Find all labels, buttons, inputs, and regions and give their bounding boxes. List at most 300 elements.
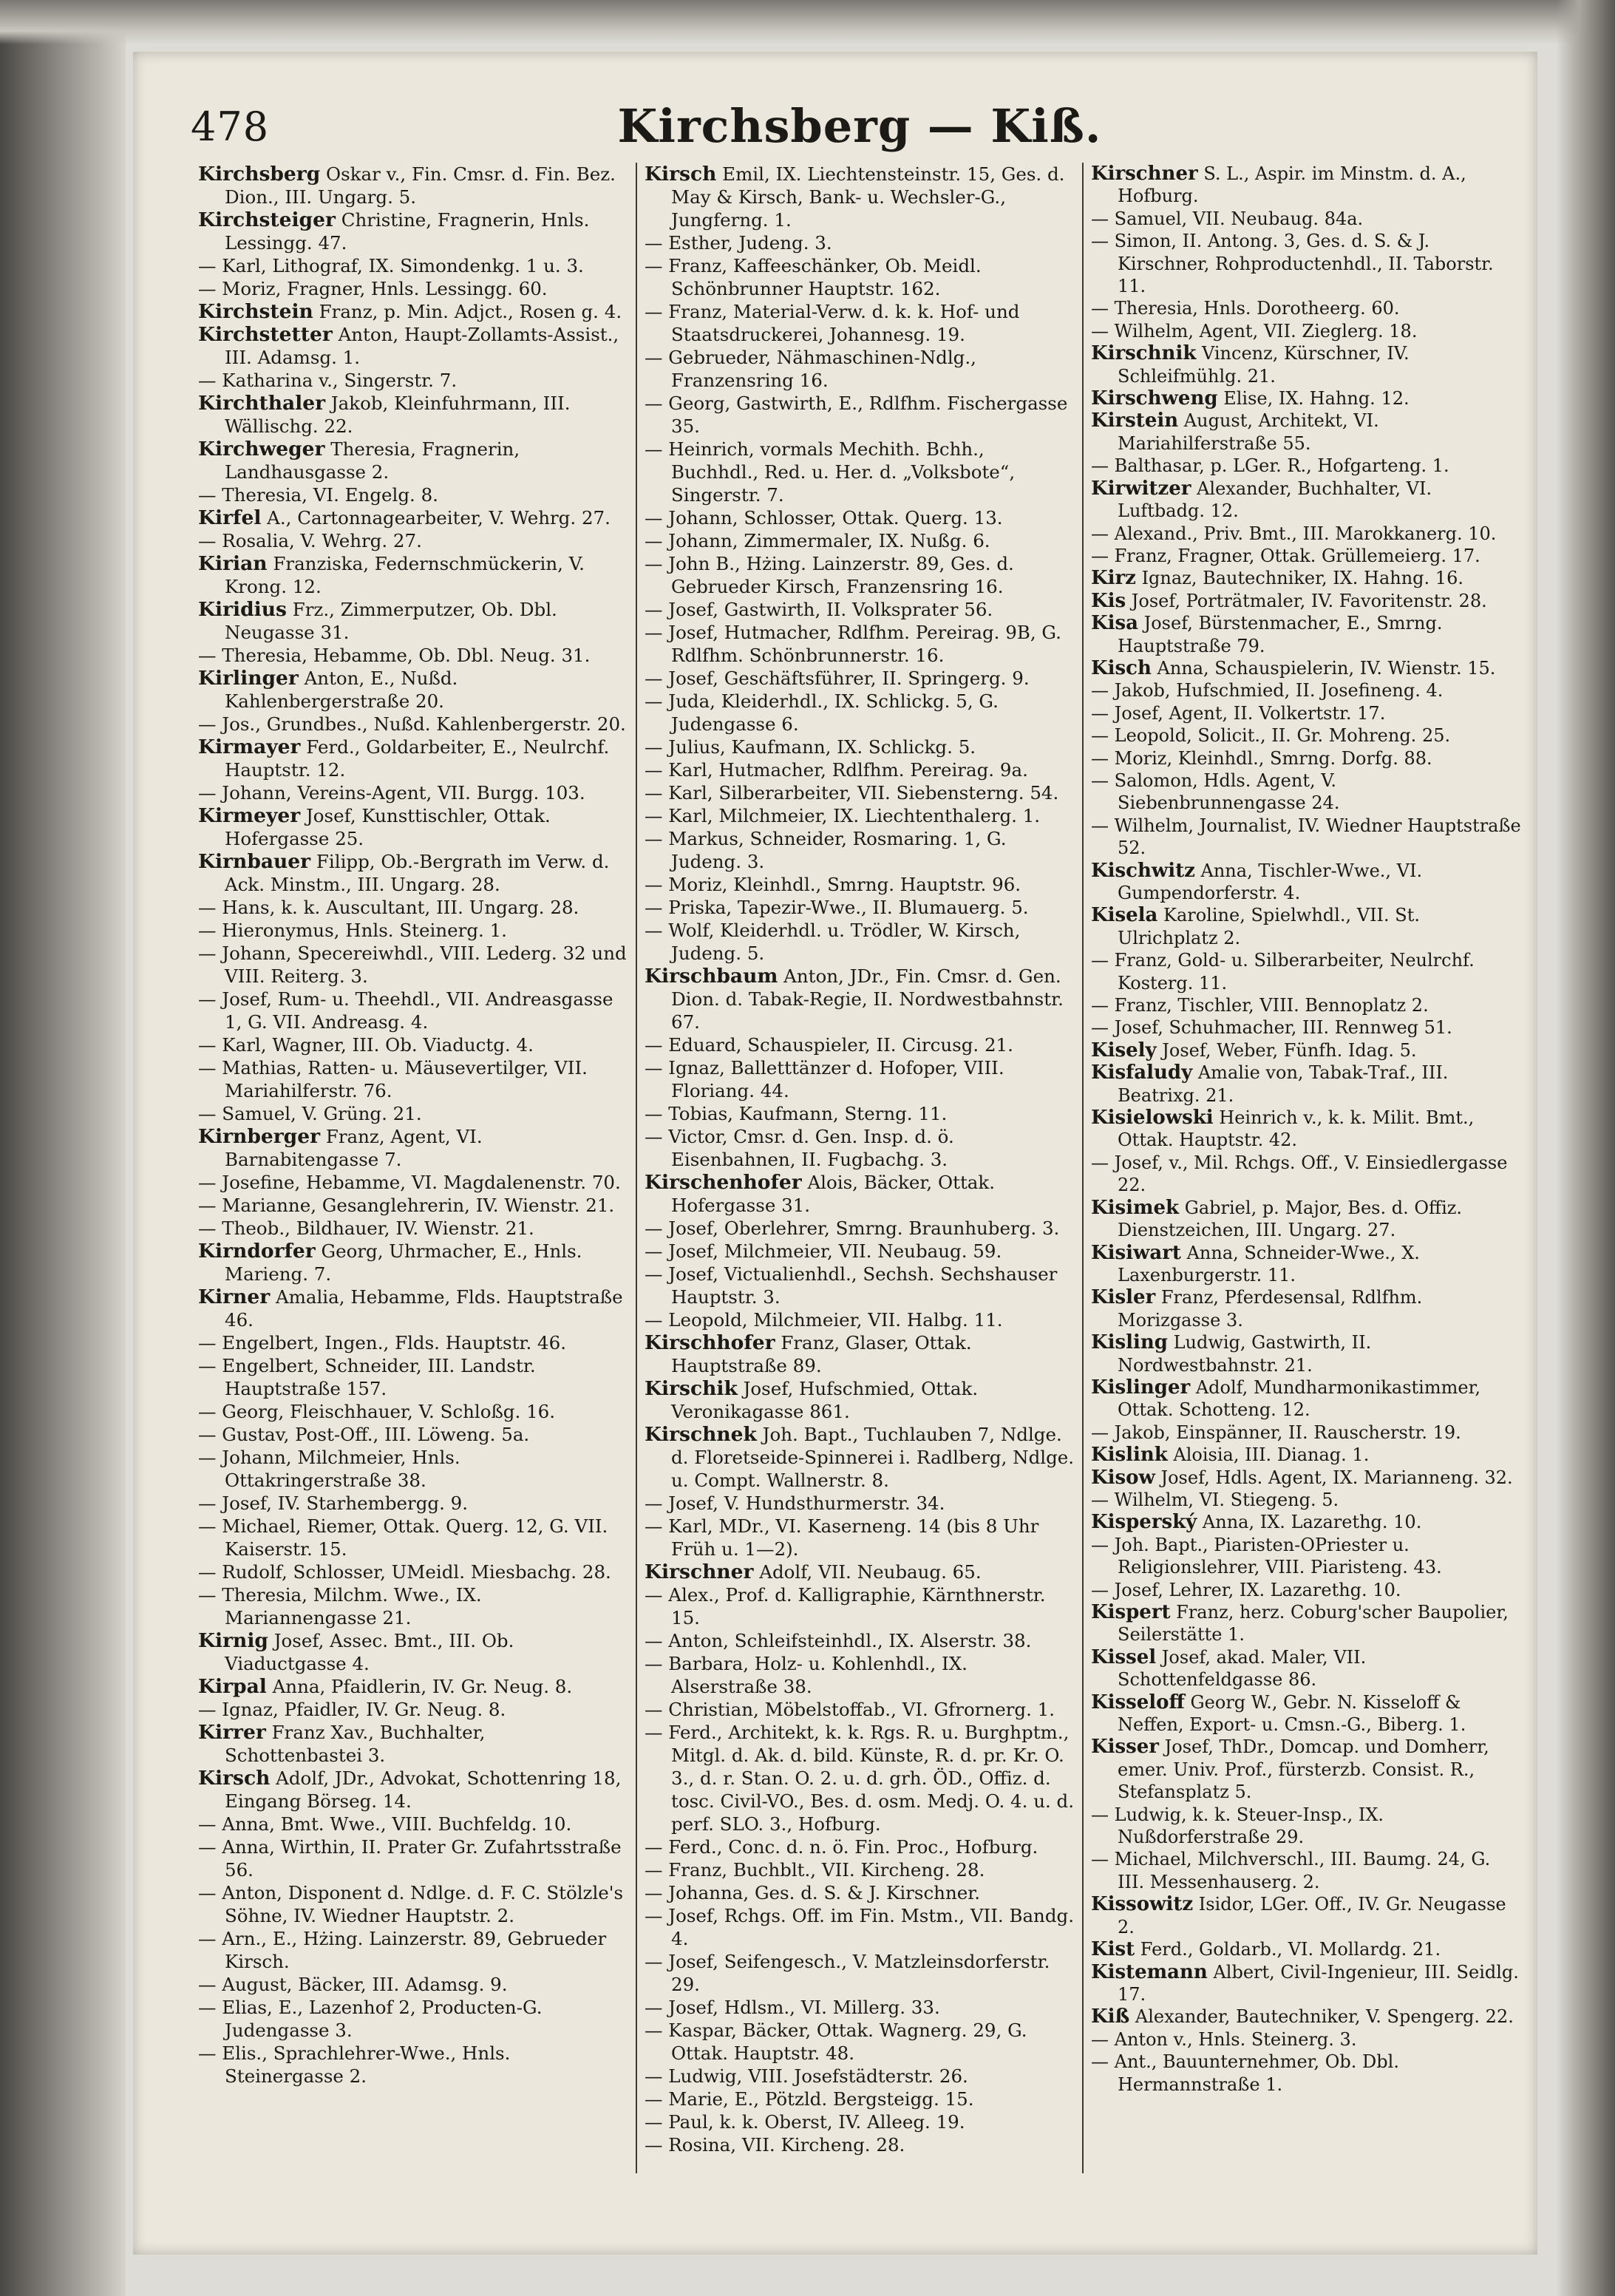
entry-details: — Wilhelm, VI. Stiegeng. 5. bbox=[1091, 1489, 1339, 1510]
entry-details: — Johann, Zimmermaler, IX. Nußg. 6. bbox=[645, 530, 990, 551]
entry-details: — Ignaz, Pfaidler, IV. Gr. Neug. 8. bbox=[198, 1699, 506, 1720]
directory-entry bbox=[645, 1240, 1075, 1263]
entry-details: Aloisia, III. Dianag. 1. bbox=[1167, 1444, 1370, 1466]
entry-details: — Karl, Wagner, III. Ob. Viaductg. 4. bbox=[198, 1034, 534, 1056]
entry-details: — Ant., Bauunternehmer, Ob. Dbl. Hermannstraße 1. bbox=[1091, 2051, 1399, 2095]
directory-entry bbox=[1091, 2028, 1521, 2051]
directory-entry bbox=[198, 1194, 628, 1217]
directory-entry bbox=[645, 2110, 1075, 2133]
column-3 bbox=[1084, 163, 1529, 2173]
entry-details: Karoline, Spielwhdl., VII. St. Ulrichplatz 2. bbox=[1118, 905, 1420, 948]
directory-entry bbox=[198, 942, 628, 988]
entry-details: S. L., Aspir. im Minstm. d. A., Hofburg. bbox=[1118, 163, 1466, 207]
entry-details: — Priska, Tapezir-Wwe., II. Blumauerg. 5. bbox=[645, 897, 1029, 918]
entry-details: Adolf, JDr., Advokat, Schottenring 18, Eingang Börseg. 14. bbox=[225, 1767, 622, 1812]
directory-entry bbox=[198, 1423, 628, 1446]
entry-surname: Kirndorfer bbox=[198, 1240, 316, 1263]
binding-shadow-right bbox=[1556, 0, 1615, 2296]
entry-details: — Alex., Prof. d. Kalligraphie, Kärnthnerstr. 15. bbox=[645, 1584, 1046, 1628]
directory-entry bbox=[198, 208, 628, 254]
directory-entry bbox=[198, 2042, 628, 2088]
directory-entry bbox=[1091, 1467, 1521, 1489]
entry-details: — Heinrich, vormals Mechith. Bchh., Buchhdl., Red. u. Her. d. „Volksbote“, Singerstr. 7. bbox=[645, 438, 1016, 506]
directory-entry bbox=[645, 1858, 1075, 1881]
entry-details: — Esther, Judeng. 3. bbox=[645, 232, 832, 254]
entry-surname: Kirfel bbox=[198, 506, 262, 529]
entry-details: — Barbara, Holz- u. Kohlenhdl., IX. Alserstraße 38. bbox=[645, 1653, 968, 1697]
directory-entry bbox=[198, 1881, 628, 1927]
entry-details: — Elias, E., Lazenhof 2, Producten-G. Judengasse 3. bbox=[198, 1997, 543, 2041]
entry-details: Gabriel, p. Major, Bes. d. Offiz. Dienstzeichen, III. Ungarg. 27. bbox=[1118, 1197, 1463, 1241]
directory-entry bbox=[645, 529, 1075, 552]
entry-surname: Kissowitz bbox=[1091, 1893, 1194, 1916]
directory-entry bbox=[198, 392, 628, 438]
entry-surname: Kisseloff bbox=[1091, 1691, 1185, 1713]
directory-entry bbox=[1091, 2051, 1521, 2096]
directory-entry bbox=[645, 1056, 1075, 1102]
directory-entry bbox=[645, 896, 1075, 919]
directory-entry bbox=[198, 1331, 628, 1354]
entry-details: — Karl, Lithograf, IX. Simondenkg. 1 u. 3. bbox=[198, 255, 584, 276]
directory-entry bbox=[1091, 904, 1521, 949]
entry-details: — Anton, Disponent d. Ndlge. d. F. C. Stölzle's Söhne, IV. Wiedner Hauptstr. 2. bbox=[198, 1882, 624, 1926]
directory-entry bbox=[1091, 1376, 1521, 1422]
directory-entry bbox=[645, 506, 1075, 529]
directory-entry bbox=[198, 850, 628, 896]
directory-entry bbox=[198, 1102, 628, 1125]
entry-details: Heinrich v., k. k. Milit. Bmt., Ottak. Hauptstr. 42. bbox=[1118, 1107, 1475, 1151]
directory-entry bbox=[198, 529, 628, 552]
entry-details: Anna, Pfaidlerin, IV. Gr. Neug. 8. bbox=[266, 1676, 573, 1697]
directory-entry bbox=[645, 346, 1075, 392]
entry-surname: Kirsch bbox=[198, 1767, 271, 1790]
entry-details: — Karl, Hutmacher, Rdlfhm. Pereirag. 9a. bbox=[645, 759, 1028, 781]
directory-columns bbox=[191, 163, 1529, 2173]
entry-details: — Johanna, Ges. d. S. & J. Kirschner. bbox=[645, 1882, 981, 1903]
entry-surname: Kirchsteiger bbox=[198, 208, 336, 231]
entry-surname: Kirnberger bbox=[198, 1125, 321, 1148]
entry-details: — Leopold, Milchmeier, VII. Halbg. 11. bbox=[645, 1309, 1003, 1331]
directory-entry bbox=[198, 1996, 628, 2042]
directory-entry bbox=[198, 1973, 628, 1996]
entry-details: Josef, Assec. Bmt., III. Ob. Viaductgasse 4. bbox=[225, 1630, 514, 1674]
entry-details: Theresia, Fragnerin, Landhausgasse 2. bbox=[225, 438, 520, 483]
entry-details: Josef, Hufschmied, Ottak. Veronikagasse 861. bbox=[671, 1378, 979, 1422]
entry-surname: Kisfaludy bbox=[1091, 1062, 1193, 1084]
directory-entry bbox=[198, 644, 628, 667]
directory-entry bbox=[198, 1125, 628, 1171]
directory-entry bbox=[198, 781, 628, 804]
directory-entry bbox=[645, 598, 1075, 621]
entry-details: — Wilhelm, Agent, VII. Zieglerg. 18. bbox=[1091, 320, 1418, 342]
directory-entry bbox=[1091, 1736, 1521, 1803]
entry-details: — Michael, Milchverschl., III. Baumg. 24, G. III. Messenhauserg. 2. bbox=[1091, 1849, 1491, 1892]
directory-entry bbox=[645, 2133, 1075, 2156]
entry-details: Amalie von, Tabak-Traf., III. Beatrixg. 21. bbox=[1118, 1062, 1449, 1106]
directory-entry bbox=[1091, 679, 1521, 702]
entry-details: — Simon, II. Antong. 3, Ges. d. S. & J. Kirschner, Rohproductenhdl., II. Taborstr. 11. bbox=[1091, 231, 1494, 297]
directory-entry bbox=[198, 1927, 628, 1973]
entry-details: — Marianne, Gesanglehrerin, IV. Wienstr. 21. bbox=[198, 1195, 615, 1216]
directory-entry bbox=[1091, 994, 1521, 1016]
entry-details: Franz Xav., Buchhalter, Schottenbastei 3. bbox=[225, 1722, 486, 1766]
directory-entry bbox=[645, 1515, 1075, 1560]
entry-surname: Kirschbaum bbox=[645, 965, 778, 988]
entry-details: — Franz, Fragner, Ottak. Grüllemeierg. 17. bbox=[1091, 545, 1480, 566]
directory-entry bbox=[1091, 320, 1521, 342]
entry-details: — Paul, k. k. Oberst, IV. Alleeg. 19. bbox=[645, 2111, 965, 2133]
directory-entry bbox=[645, 1560, 1075, 1583]
directory-entry bbox=[645, 1377, 1075, 1423]
entry-details: — Josef, Victualienhdl., Sechsh. Sechshauser Hauptstr. 3. bbox=[645, 1263, 1058, 1308]
entry-details: — Engelbert, Schneider, III. Landstr. Hauptstraße 157. bbox=[198, 1355, 536, 1399]
entry-surname: Kissel bbox=[1091, 1645, 1157, 1668]
directory-entry bbox=[645, 254, 1075, 300]
entry-details: — Kaspar, Bäcker, Ottak. Wagnerg. 29, G. Ottak. Hauptstr. 48. bbox=[645, 2020, 1027, 2064]
entry-surname: Kirwitzer bbox=[1091, 477, 1191, 500]
entry-details: — Johann, Specereiwhdl., VIII. Lederg. 32 und VIII. Reiterg. 3. bbox=[198, 942, 627, 987]
directory-entry bbox=[1091, 657, 1521, 679]
directory-entry bbox=[645, 1308, 1075, 1331]
entry-surname: Kisser bbox=[1091, 1736, 1159, 1759]
entry-surname: Kirschner bbox=[645, 1560, 754, 1583]
entry-surname: Kisiwart bbox=[1091, 1241, 1181, 1264]
directory-entry bbox=[1091, 770, 1521, 815]
entry-details: — Johann, Vereins-Agent, VII. Burgg. 103. bbox=[198, 782, 585, 804]
directory-entry bbox=[645, 163, 1075, 231]
directory-entry bbox=[1091, 230, 1521, 297]
entry-details: — Juda, Kleiderhdl., IX. Schlickg. 5, G. Judengasse 6. bbox=[645, 690, 999, 735]
entry-details: — Julius, Kaufmann, IX. Schlickg. 5. bbox=[645, 736, 976, 758]
directory-entry bbox=[1091, 702, 1521, 724]
entry-details: Adolf, VII. Neubaug. 65. bbox=[753, 1561, 982, 1583]
directory-entry bbox=[645, 1721, 1075, 1835]
directory-entry bbox=[1091, 342, 1521, 387]
directory-entry bbox=[1091, 297, 1521, 319]
entry-details: Elise, IX. Hahng. 12. bbox=[1217, 388, 1410, 410]
entry-details: Alexander, Bautechniker, V. Spengerg. 22. bbox=[1129, 2006, 1514, 2028]
directory-entry bbox=[1091, 747, 1521, 770]
entry-details: — Theresia, Hebamme, Ob. Dbl. Neug. 31. bbox=[198, 645, 591, 666]
directory-entry bbox=[1091, 208, 1521, 230]
page-header bbox=[191, 59, 1529, 153]
directory-entry bbox=[1091, 724, 1521, 747]
entry-surname: Kisow bbox=[1091, 1466, 1155, 1489]
directory-entry bbox=[1091, 2005, 1521, 2028]
entry-details: — Anton, Schleifsteinhdl., IX. Alserstr. 38. bbox=[645, 1630, 1032, 1651]
directory-entry bbox=[198, 1217, 628, 1240]
entry-surname: Kirnig bbox=[198, 1629, 268, 1652]
entry-surname: Kisperský bbox=[1091, 1511, 1197, 1534]
entry-details: Franz, p. Min. Adjct., Rosen g. 4. bbox=[313, 301, 622, 322]
directory-entry bbox=[645, 965, 1075, 1033]
entry-details: Anton, Haupt-Zollamts-Assist., III. Adamsg. 1. bbox=[225, 324, 619, 368]
entry-surname: Kirschenhofer bbox=[645, 1171, 802, 1194]
directory-entry bbox=[1091, 1242, 1521, 1287]
entry-details: — Josef, Geschäftsführer, II. Springerg. 9. bbox=[645, 668, 1030, 689]
directory-entry bbox=[198, 1056, 628, 1102]
entry-details: — Franz, Tischler, VIII. Bennoplatz 2. bbox=[1091, 995, 1429, 1016]
directory-entry bbox=[1091, 478, 1521, 523]
entry-surname: Kirsch bbox=[645, 163, 717, 186]
directory-entry bbox=[198, 1171, 628, 1194]
column-2 bbox=[637, 163, 1084, 2173]
entry-surname: Kisch bbox=[1091, 656, 1152, 679]
entry-surname: Kirner bbox=[198, 1285, 271, 1308]
directory-entry bbox=[645, 392, 1075, 438]
entry-details: — Samuel, V. Grüng. 21. bbox=[198, 1103, 422, 1124]
entry-details: — Markus, Schneider, Rosmaring. 1, G. Judeng. 3. bbox=[645, 828, 1007, 872]
directory-entry bbox=[1091, 1511, 1521, 1533]
entry-details: — Tobias, Kaufmann, Sterng. 11. bbox=[645, 1103, 948, 1124]
directory-entry bbox=[198, 1698, 628, 1721]
entry-details: Josef, akad. Maler, VII. Schottenfeldgasse 86. bbox=[1118, 1646, 1367, 1691]
entry-details: — Eduard, Schauspieler, II. Circusg. 21. bbox=[645, 1034, 1013, 1056]
entry-surname: Kisela bbox=[1091, 904, 1158, 927]
directory-entry bbox=[645, 1996, 1075, 2019]
entry-details: — Katharina v., Singerstr. 7. bbox=[198, 370, 458, 391]
entry-details: — Josef, Hutmacher, Rdlfhm. Pereirag. 9B, G. Rdlfhm. Schönbrunnerstr. 16. bbox=[645, 622, 1061, 666]
entry-details: — Gustav, Post-Off., III. Löweng. 5a. bbox=[198, 1424, 530, 1445]
entry-details: — Ferd., Architekt, k. k. Rgs. R. u. Burghptm., Mitgl. d. Ak. d. bild. Künste, R. d. pr. Kr. O. 3., d. r. Stan. O. 2. u. d. grh. ÖD., Offiz. d. tosc. Civil-VO., Bes. d. osm. Medj. O. 4. u. d. perf. SLO. 3., Hofburg. bbox=[645, 1722, 1075, 1835]
entry-surname: Kirian bbox=[198, 552, 268, 575]
entry-details: — Josef, V. Hundsthurmerstr. 34. bbox=[645, 1492, 945, 1514]
entry-details: — Elis., Sprachlehrer-Wwe., Hnls. Steinergasse 2. bbox=[198, 2042, 511, 2087]
directory-page bbox=[133, 52, 1537, 2255]
directory-entry bbox=[1091, 1286, 1521, 1331]
directory-entry bbox=[645, 1492, 1075, 1515]
directory-entry bbox=[1091, 1848, 1521, 1893]
directory-entry bbox=[1091, 1039, 1521, 1062]
directory-entry bbox=[645, 1171, 1075, 1217]
directory-entry bbox=[198, 1446, 628, 1492]
entry-details: — Jos., Grundbes., Nußd. Kahlenbergerstr. 20. bbox=[198, 713, 626, 735]
directory-entry bbox=[198, 1675, 628, 1698]
directory-entry bbox=[1091, 523, 1521, 545]
entry-surname: Kirmeyer bbox=[198, 804, 301, 827]
directory-entry bbox=[1091, 1804, 1521, 1849]
entry-surname: Kirpal bbox=[198, 1675, 267, 1698]
directory-entry bbox=[645, 2065, 1075, 2088]
entry-surname: Kiß bbox=[1091, 2005, 1130, 2028]
entry-surname: Kirschik bbox=[645, 1377, 738, 1400]
directory-entry bbox=[198, 300, 628, 323]
entry-details: — Rudolf, Schlosser, UMeidl. Miesbachg. 28. bbox=[198, 1561, 611, 1583]
entry-details: Alois, Bäcker, Ottak. Hofergasse 31. bbox=[671, 1172, 996, 1216]
entry-details: Jakob, Kleinfuhrmann, III. Wällischg. 22. bbox=[225, 393, 571, 437]
entry-details: — Jakob, Einspänner, II. Rauscherstr. 19. bbox=[1091, 1422, 1461, 1443]
directory-entry bbox=[1091, 410, 1521, 455]
entry-surname: Kirschnik bbox=[1091, 342, 1197, 365]
directory-entry bbox=[645, 2088, 1075, 2110]
entry-surname: Kirschweng bbox=[1091, 387, 1218, 410]
directory-entry bbox=[198, 736, 628, 781]
directory-entry bbox=[1091, 1534, 1521, 1579]
directory-entry bbox=[198, 1285, 628, 1331]
entry-details: — Georg, Gastwirth, E., Rdlfhm. Fischergasse 35. bbox=[645, 393, 1068, 437]
directory-entry bbox=[1091, 860, 1521, 905]
binding-shadow-top bbox=[0, 0, 1615, 44]
entry-details: Ludwig, Gastwirth, II. Nordwestbahnstr. 21. bbox=[1118, 1332, 1372, 1376]
directory-entry bbox=[1091, 1938, 1521, 1960]
directory-entry bbox=[645, 804, 1075, 827]
entry-surname: Kirschnek bbox=[645, 1423, 757, 1446]
directory-entry bbox=[198, 667, 628, 713]
entry-details: — Franz, Kaffeeschänker, Ob. Meidl. Schönbrunner Hauptstr. 162. bbox=[645, 255, 982, 299]
entry-details: — Josef, Agent, II. Volkertstr. 17. bbox=[1091, 702, 1386, 724]
entry-surname: Kiridius bbox=[198, 598, 287, 621]
directory-entry bbox=[1091, 567, 1521, 589]
directory-entry bbox=[645, 1217, 1075, 1240]
entry-details: — Josef, Milchmeier, VII. Neubaug. 59. bbox=[645, 1240, 1002, 1262]
directory-entry bbox=[1091, 1444, 1521, 1466]
entry-surname: Kirz bbox=[1091, 567, 1136, 590]
entry-details: — Engelbert, Ingen., Flds. Hauptstr. 46. bbox=[198, 1332, 566, 1354]
entry-details: — Josef, Oberlehrer, Smrng. Braunhuberg. 3. bbox=[645, 1217, 1060, 1239]
directory-entry bbox=[645, 1904, 1075, 1950]
directory-entry bbox=[1091, 590, 1521, 612]
directory-entry bbox=[645, 1033, 1075, 1056]
entry-surname: Kirstein bbox=[1091, 410, 1179, 432]
directory-entry bbox=[645, 1331, 1075, 1377]
entry-details: Vincenz, Kürschner, IV. Schleifmühlg. 21. bbox=[1118, 343, 1410, 387]
directory-entry bbox=[198, 1515, 628, 1560]
directory-entry bbox=[645, 438, 1075, 506]
entry-details: Joh. Bapt., Tuchlauben 7, Ndlge. d. Floretseide-Spinnerei i. Radlberg, Ndlge. u. Compt. Wallnerstr. 8. bbox=[671, 1424, 1075, 1491]
entry-details: — Ignaz, Balletttänzer d. Hofoper, VIII. Floriang. 44. bbox=[645, 1057, 1004, 1101]
directory-entry bbox=[1091, 815, 1521, 860]
directory-entry bbox=[198, 323, 628, 369]
entry-details: — Marie, E., Pötzld. Bergsteigg. 15. bbox=[645, 2088, 974, 2110]
entry-details: — Wolf, Kleiderhdl. u. Trödler, W. Kirsch, Judeng. 5. bbox=[645, 920, 1021, 964]
entry-surname: Kirchstein bbox=[198, 300, 313, 323]
entry-details: — Josef, v., Mil. Rchgs. Off., V. Einsiedlergasse 22. bbox=[1091, 1152, 1508, 1196]
entry-details: — Mathias, Ratten- u. Mäusevertilger, VII. Mariahilferstr. 76. bbox=[198, 1057, 588, 1101]
directory-entry bbox=[1091, 163, 1521, 208]
directory-entry bbox=[645, 1950, 1075, 1996]
entry-details: Christine, Fragnerin, Hnls. Lessingg. 47. bbox=[225, 209, 590, 254]
directory-entry bbox=[645, 1423, 1075, 1492]
directory-entry bbox=[1091, 1691, 1521, 1736]
entry-details: — Salomon, Hdls. Agent, V. Siebenbrunnengasse 24. bbox=[1091, 770, 1340, 814]
entry-details: — Rosina, VII. Kircheng. 28. bbox=[645, 2134, 905, 2156]
entry-details: Emil, IX. Liechtensteinstr. 15, Ges. d. May & Kirsch, Bank- u. Wechsler-G., Jungferng. 1. bbox=[671, 163, 1065, 231]
directory-entry bbox=[1091, 1601, 1521, 1646]
directory-entry bbox=[645, 621, 1075, 667]
entry-details: Alexander, Buchhalter, VI. Luftbadg. 12. bbox=[1118, 478, 1432, 522]
entry-details: — Leopold, Solicit., II. Gr. Mohreng. 25. bbox=[1091, 725, 1451, 747]
entry-details: Oskar v., Fin. Cmsr. d. Fin. Bez. Dion., III. Ungarg. 5. bbox=[225, 163, 616, 208]
entry-details: — Joh. Bapt., Piaristen-OPriester u. Religionslehrer, VIII. Piaristeng. 43. bbox=[1091, 1534, 1442, 1578]
entry-details: — Josef, Rum- u. Theehdl., VII. Andreasgasse 1, G. VII. Andreasg. 4. bbox=[198, 988, 613, 1033]
entry-details: A., Cartonnagearbeiter, V. Wehrg. 27. bbox=[261, 507, 611, 529]
entry-details: — Wilhelm, Journalist, IV. Wiedner Hauptstraße 52. bbox=[1091, 815, 1521, 859]
directory-entry bbox=[1091, 545, 1521, 567]
entry-details: Anton, JDr., Fin. Cmsr. d. Gen. Dion. d. Tabak-Regie, II. Nordwestbahnstr. 67. bbox=[671, 965, 1064, 1033]
entry-details: — Theresia, Milchm. Wwe., IX. Mariannengasse 21. bbox=[198, 1584, 482, 1628]
entry-surname: Kisielowski bbox=[1091, 1107, 1214, 1130]
entry-details: — Franz, Buchblt., VII. Kircheng. 28. bbox=[645, 1859, 985, 1881]
directory-entry bbox=[645, 736, 1075, 758]
directory-entry bbox=[645, 667, 1075, 690]
entry-details: — Moriz, Kleinhdl., Smrng. Hauptstr. 96. bbox=[645, 874, 1021, 895]
entry-details: Josef, Porträtmaler, IV. Favoritenstr. 28. bbox=[1126, 590, 1487, 611]
directory-entry bbox=[198, 1354, 628, 1400]
entry-surname: Kisling bbox=[1091, 1331, 1168, 1354]
directory-entry bbox=[1091, 1893, 1521, 1938]
directory-entry bbox=[1091, 1646, 1521, 1691]
directory-entry bbox=[198, 1583, 628, 1629]
entry-details: — Josef, Hdlsm., VI. Millerg. 33. bbox=[645, 1997, 940, 2018]
directory-entry bbox=[1091, 387, 1521, 410]
directory-entry bbox=[198, 713, 628, 736]
entry-details: — Theresia, Hnls. Dorotheerg. 60. bbox=[1091, 298, 1400, 319]
directory-entry bbox=[198, 1492, 628, 1515]
entry-details: — Josef, Seifengesch., V. Matzleinsdorferstr. 29. bbox=[645, 1951, 1050, 1995]
entry-surname: Kischwitz bbox=[1091, 859, 1195, 882]
directory-entry bbox=[198, 163, 628, 208]
directory-entry bbox=[198, 552, 628, 598]
entry-details: Anna, Schauspielerin, IV. Wienstr. 15. bbox=[1151, 657, 1496, 679]
entry-details: Filipp, Ob.-Bergrath im Verw. d. Ack. Minstm., III. Ungarg. 28. bbox=[225, 851, 610, 895]
directory-entry bbox=[1091, 455, 1521, 477]
entry-details: Adolf, Mundharmonikastimmer, Ottak. Schotteng. 12. bbox=[1118, 1376, 1481, 1421]
entry-details: — Johann, Schlosser, Ottak. Querg. 13. bbox=[645, 507, 1003, 529]
entry-details: — Michael, Riemer, Ottak. Querg. 12, G. VII. Kaiserstr. 15. bbox=[198, 1515, 608, 1560]
directory-entry bbox=[645, 919, 1075, 965]
directory-entry bbox=[1091, 1197, 1521, 1242]
entry-details: Isidor, LGer. Off., IV. Gr. Neugasse 2. bbox=[1118, 1894, 1506, 1937]
directory-entry bbox=[198, 1240, 628, 1285]
entry-details: Anton, E., Nußd. Kahlenbergerstraße 20. bbox=[225, 668, 458, 712]
entry-details: — Johann, Milchmeier, Hnls. Ottakringerstraße 38. bbox=[198, 1447, 460, 1491]
entry-details: — Karl, Silberarbeiter, VII. Siebensterng. 54. bbox=[645, 782, 1059, 804]
entry-details: — Ferd., Conc. d. n. ö. Fin. Proc., Hofburg. bbox=[645, 1836, 1038, 1858]
entry-details: — Ludwig, k. k. Steuer-Insp., IX. Nußdorferstraße 29. bbox=[1091, 1804, 1384, 1848]
entry-surname: Kirmayer bbox=[198, 736, 301, 758]
entry-details: Anna, Schneider-Wwe., X. Laxenburgerstr. 11. bbox=[1118, 1242, 1420, 1285]
directory-entry bbox=[645, 1102, 1075, 1125]
directory-entry bbox=[645, 1881, 1075, 1904]
directory-entry bbox=[1091, 1107, 1521, 1152]
directory-entry bbox=[645, 1652, 1075, 1698]
directory-entry bbox=[198, 1629, 628, 1675]
entry-details: Franz, herz. Coburg'scher Baupolier, Seilerstätte 1. bbox=[1118, 1602, 1509, 1645]
directory-entry bbox=[1091, 1579, 1521, 1601]
directory-entry bbox=[198, 1767, 628, 1813]
entry-details: — Josef, IV. Starhembergg. 9. bbox=[198, 1492, 469, 1514]
entry-details: — Karl, Milchmeier, IX. Liechtenthalerg. 1. bbox=[645, 805, 1041, 826]
directory-entry bbox=[645, 231, 1075, 254]
entry-surname: Kirchsberg bbox=[198, 163, 321, 186]
directory-entry bbox=[645, 1629, 1075, 1652]
entry-details: Franziska, Federnschmückerin, V. Krong. 12. bbox=[225, 553, 585, 597]
entry-details: Josef, Bürstenmacher, E., Smrng. Hauptstraße 79. bbox=[1118, 613, 1443, 656]
entry-surname: Kirchthaler bbox=[198, 392, 326, 415]
entry-details: — Victor, Cmsr. d. Gen. Insp. d. ö. Eisenbahnen, II. Fugbachg. 3. bbox=[645, 1126, 954, 1170]
entry-details: Franz, Glaser, Ottak. Hauptstraße 89. bbox=[671, 1332, 972, 1376]
directory-entry bbox=[198, 598, 628, 644]
directory-entry bbox=[198, 804, 628, 850]
entry-surname: Kirlinger bbox=[198, 667, 299, 690]
entry-details: — Moriz, Kleinhdl., Smrng. Dorfg. 88. bbox=[1091, 747, 1432, 769]
entry-details: — Josefine, Hebamme, VI. Magdalenenstr. 70. bbox=[198, 1172, 621, 1193]
entry-details: — Arn., E., Hżing. Lainzerstr. 89, Gebrueder Kirsch. bbox=[198, 1928, 607, 1972]
entry-surname: Kispert bbox=[1091, 1601, 1171, 1623]
entry-details: Ignaz, Bautechniker, IX. Hahng. 16. bbox=[1135, 568, 1463, 589]
entry-surname: Kirchstetter bbox=[198, 323, 333, 346]
directory-entry bbox=[645, 1698, 1075, 1721]
